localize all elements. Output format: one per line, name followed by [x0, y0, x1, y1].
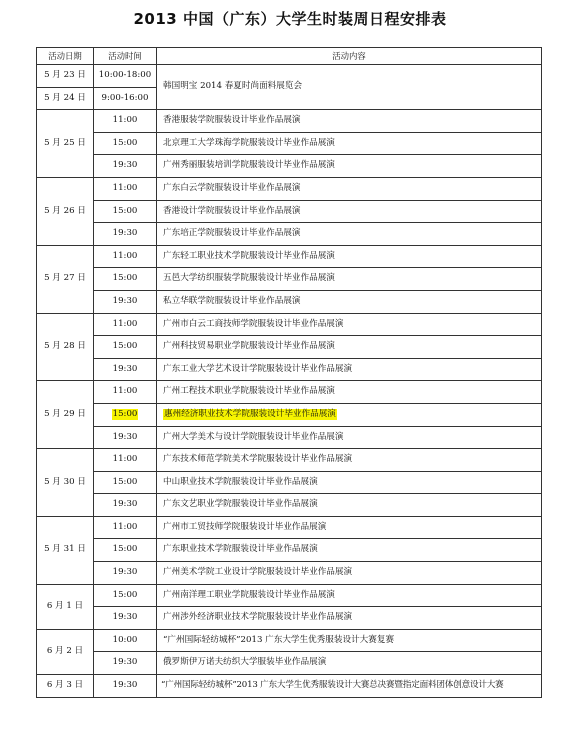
header-row [37, 48, 542, 65]
date-cell: 5 月 25 日 [37, 110, 94, 178]
time-cell: 15:00 [94, 584, 157, 607]
date-cell: 5 月 27 日 [37, 245, 94, 313]
time-cell: 15:00 [94, 471, 157, 494]
time-cell [94, 403, 157, 426]
time-cell: 19:30 [94, 426, 157, 449]
time-cell: 19:30 [94, 675, 157, 698]
table-row [37, 629, 542, 652]
table-row [37, 313, 542, 336]
content-cell: 广州科技贸易职业学院服装设计毕业作品展演 [157, 336, 542, 359]
time-cell: 19:30 [94, 562, 157, 585]
content-cell: 五邑大学纺织服装学院服装设计毕业作品展演 [157, 268, 542, 291]
table-row [37, 539, 542, 562]
highlighted-content: 惠州经济职业技术学院服装设计毕业作品展演 [164, 408, 336, 419]
content-cell: 香港服装学院服装设计毕业作品展演 [157, 110, 542, 133]
header-time: 活动时间 [94, 48, 157, 65]
time-cell: 19:30 [94, 290, 157, 313]
time-cell: 10:00 [94, 629, 157, 652]
table-row [37, 132, 542, 155]
table-row [37, 358, 542, 381]
page-title: 2013 中国（广东）大学生时装周日程安排表 [133, 10, 447, 28]
content-cell: 韩国明宝 2014 春夏时尚面料展览会 [157, 65, 542, 110]
content-cell: 广东工业大学艺术设计学院服装设计毕业作品展演 [157, 358, 542, 381]
time-cell: 19:30 [94, 652, 157, 675]
time-cell: 11:00 [94, 381, 157, 404]
content-cell: 广东技术师范学院美术学院服装设计毕业作品展演 [157, 449, 542, 472]
table-row-highlighted [37, 403, 542, 426]
time-cell: 11:00 [94, 245, 157, 268]
date-cell: 5 月 30 日 [37, 449, 94, 517]
content-cell: “广州国际轻纺城杯”2013 广东大学生优秀服装设计大赛复赛 [157, 629, 542, 652]
time-cell: 15:00 [94, 132, 157, 155]
content-cell: 广州市工贸技师学院服装设计毕业作品展演 [157, 516, 542, 539]
date-cell: 6 月 3 日 [37, 675, 94, 698]
table-row [37, 268, 542, 291]
time-cell: 11:00 [94, 177, 157, 200]
content-cell: 广州市白云工商技师学院服装设计毕业作品展演 [157, 313, 542, 336]
header-content: 活动内容 [157, 48, 542, 65]
table-row [37, 516, 542, 539]
date-cell: 5 月 23 日 [37, 65, 94, 88]
time-cell: 19:30 [94, 607, 157, 630]
time-cell: 15:00 [94, 200, 157, 223]
date-cell: 5 月 26 日 [37, 177, 94, 245]
table-row [37, 675, 542, 698]
table-row [37, 177, 542, 200]
content-cell: 广州工程技术职业学院服装设计毕业作品展演 [157, 381, 542, 404]
table-row [37, 584, 542, 607]
content-cell: 广东文艺职业学院服装设计毕业作品展演 [157, 494, 542, 517]
content-cell: 广州涉外经济职业技术学院服装设计毕业作品展演 [157, 607, 542, 630]
table-row [37, 223, 542, 246]
date-cell: 5 月 28 日 [37, 313, 94, 381]
time-cell: 11:00 [94, 110, 157, 133]
time-cell: 9:00-16:00 [94, 87, 157, 110]
table-row [37, 245, 542, 268]
content-cell: 广东白云学院服装设计毕业作品展演 [157, 177, 542, 200]
table-row [37, 562, 542, 585]
date-cell: 5 月 24 日 [37, 87, 94, 110]
table-row [37, 336, 542, 359]
date-cell: 6 月 2 日 [37, 629, 94, 674]
time-cell: 19:30 [94, 494, 157, 517]
time-cell: 15:00 [94, 268, 157, 291]
table-row [37, 426, 542, 449]
time-cell: 11:00 [94, 516, 157, 539]
table-row [37, 200, 542, 223]
time-cell: 15:00 [94, 336, 157, 359]
header-date: 活动日期 [37, 48, 94, 65]
time-cell: 11:00 [94, 313, 157, 336]
schedule-table [36, 47, 542, 698]
date-cell: 5 月 29 日 [37, 381, 94, 449]
table-row [37, 449, 542, 472]
table-row [37, 155, 542, 178]
highlighted-time: 15:00 [112, 408, 138, 419]
time-cell: 19:30 [94, 223, 157, 246]
content-cell: 广东轻工职业技术学院服装设计毕业作品展演 [157, 245, 542, 268]
content-cell: 广州南洋理工职业学院服装设计毕业作品展演 [157, 584, 542, 607]
time-cell: 19:30 [94, 155, 157, 178]
time-cell: 10:00-18:00 [94, 65, 157, 88]
content-cell: 俄罗斯伊万诺夫纺织大学服装毕业作品展演 [157, 652, 542, 675]
content-cell: 广州美术学院工业设计学院服装设计毕业作品展演 [157, 562, 542, 585]
date-cell: 5 月 31 日 [37, 516, 94, 584]
date-cell: 6 月 1 日 [37, 584, 94, 629]
table-row [37, 65, 542, 88]
table-row [37, 110, 542, 133]
table-row [37, 471, 542, 494]
content-cell: 私立华联学院服装设计毕业作品展演 [157, 290, 542, 313]
content-cell: 广州大学美术与设计学院服装设计毕业作品展演 [157, 426, 542, 449]
content-cell: 广东职业技术学院服装设计毕业作品展演 [157, 539, 542, 562]
time-cell: 15:00 [94, 539, 157, 562]
table-row [37, 381, 542, 404]
content-cell: “广州国际轻纺城杯”2013 广东大学生优秀服装设计大赛总决赛暨指定面料团体创意设计大赛 [157, 675, 542, 698]
time-cell: 19:30 [94, 358, 157, 381]
table-row [37, 607, 542, 630]
table-row [37, 494, 542, 517]
content-cell: 香港设计学院服装设计毕业作品展演 [157, 200, 542, 223]
content-cell: 广东培正学院服装设计毕业作品展演 [157, 223, 542, 246]
table-row [37, 290, 542, 313]
time-cell: 11:00 [94, 449, 157, 472]
content-cell: 广州秀丽服装培训学院服装设计毕业作品展演 [157, 155, 542, 178]
content-cell: 中山职业技术学院服装设计毕业作品展演 [157, 471, 542, 494]
content-cell: 北京理工大学珠海学院服装设计毕业作品展演 [157, 132, 542, 155]
content-cell [157, 403, 542, 426]
table-row [37, 652, 542, 675]
